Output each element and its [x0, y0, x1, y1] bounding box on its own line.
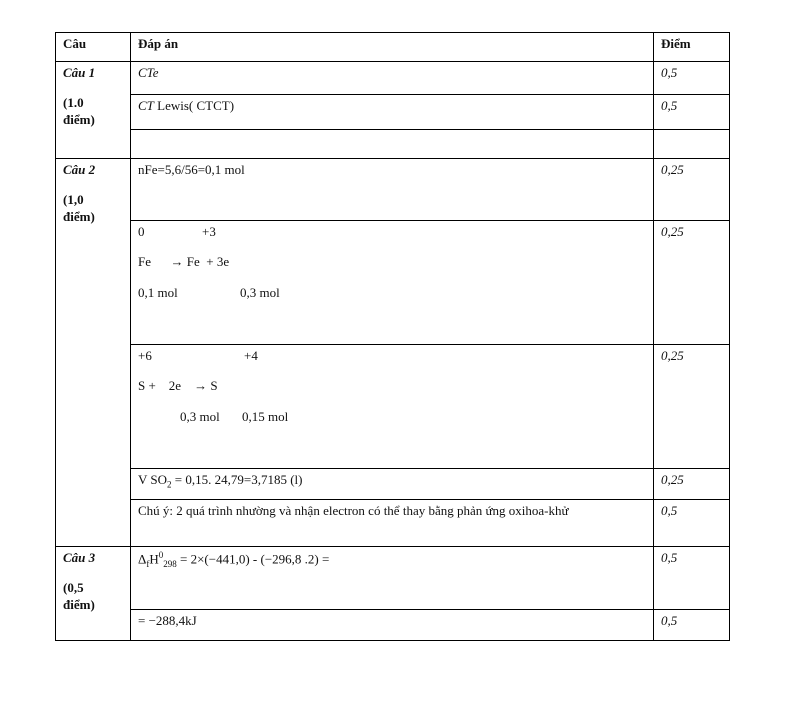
table-row: [56, 500, 730, 547]
answer-cell: CT Lewis( CTCT): [131, 95, 654, 130]
score-cell: 0,5: [654, 610, 730, 641]
answer-table: [55, 32, 730, 641]
score-cell: 0,5: [654, 62, 730, 95]
score-cell: 0,25: [654, 469, 730, 500]
table-row: [56, 610, 730, 641]
table-row: [56, 221, 730, 345]
table-row: [56, 159, 730, 221]
question-3-label: Câu 3 (0,5 điểm): [56, 547, 131, 641]
table-row: [56, 62, 730, 95]
answer-cell: $\Delta_fH^0_{298} = 2\times(-441,0) - (-296,8$ .2) =: [131, 547, 654, 610]
table-row: [56, 130, 730, 159]
answer-cell: V $SO_2 = 0,15$. 24,79=3,7185 (l): [131, 469, 654, 500]
question-1-label: Câu 1 (1.0 điểm): [56, 62, 131, 159]
header-answer: Đáp án: [131, 33, 654, 62]
score-cell: 0,5: [654, 547, 730, 610]
answer-cell: = −288,4kJ: [131, 610, 654, 641]
score-cell: 0,25: [654, 221, 730, 345]
table-row: [56, 469, 730, 500]
question-2-label: Câu 2 (1,0 điểm): [56, 159, 131, 547]
answer-cell: nFe=5,6/56=0,1 mol: [131, 159, 654, 221]
answer-cell: [131, 130, 654, 159]
answer-cell: CTe: [131, 62, 654, 95]
table-row: [56, 345, 730, 469]
header-question: Câu: [56, 33, 131, 62]
header-points: Điểm: [654, 33, 730, 62]
score-cell: 0,25: [654, 345, 730, 469]
score-cell: [654, 130, 730, 159]
answer-cell: 0 +3 Fe → Fe + 3e 0,1 mol 0,3 mol: [131, 221, 654, 345]
answer-cell: +6 +4 S + 2e → S 0,3 mol 0,15 mol: [131, 345, 654, 469]
table-row: [56, 547, 730, 610]
score-cell: 0,25: [654, 159, 730, 221]
answer-cell: Chú ý: 2 quá trình nhường và nhận electron có thể thay bằng phản ứng oxihoa-khử: [131, 500, 654, 547]
table-row: [56, 95, 730, 130]
score-cell: 0,5: [654, 95, 730, 130]
header-row: [56, 33, 730, 62]
score-cell: 0,5: [654, 500, 730, 547]
